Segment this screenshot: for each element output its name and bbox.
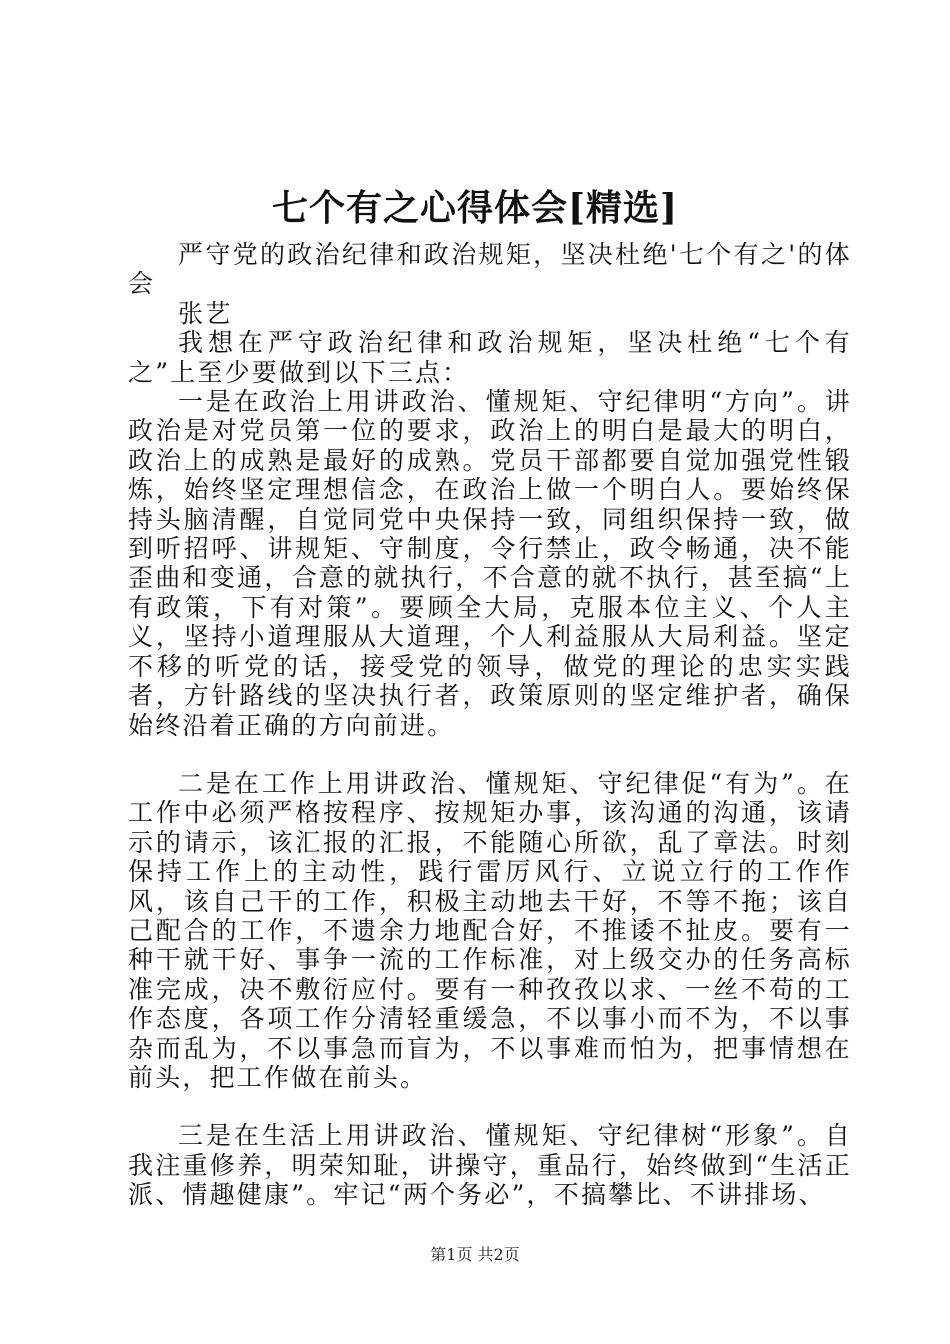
subtitle-paragraph: 严守党的政治纪律和政治规矩，坚决杜绝'七个有之'的体会 xyxy=(128,240,852,299)
author-name: 张艺 xyxy=(178,298,233,328)
intro-paragraph: 我想在严守政治纪律和政治规矩，坚决杜绝“七个有之”上至少要做到以下三点： xyxy=(128,328,852,387)
document-body xyxy=(128,240,852,1210)
page-footer: 第1页 共2页 xyxy=(430,1245,520,1264)
document-title: 七个有之心得体会[精选] xyxy=(271,187,679,229)
point-one-paragraph: 一是在政治上用讲政治、懂规矩、守纪律明“方向”。讲政治是对党员第一位的要求，政治上的明白是最大的明白，政治上的成熟是最好的成熟。党员干部都要自觉加强党性锻炼，始终坚定理想信念，在政治上做一个明白人。要始终保持头脑清醒，自觉同党中央保持一致，同组织保持一致，做到听招呼、讲规矩、守制度，令行禁止，政令畅通，决不能歪曲和变通，合意的就执行，不合意的就不执行，甚至搞“上有政策，下有对策”。要顾全大局，克服本位主义、个人主义，坚持小道理服从大道理，个人利益服从大局利益。坚定不移的听党的话，接受党的领导，做党的理论的忠实实践者，方针路线的坚决执行者，政策原则的坚定维护者，确保始终沿着正确的方向前进。 xyxy=(128,387,852,740)
point-two-paragraph: 二是在工作上用讲政治、懂规矩、守纪律促“有为”。在工作中必须严格按程序、按规矩办事，该沟通的沟通，该请示的请示，该汇报的汇报，不能随心所欲，乱了章法。时刻保持工作上的主动性，践行雷厉风行、立说立行的工作作风，该自己干的工作，积极主动地去干好，不等不拖；该自己配合的工作，不遗余力地配合好，不推诿不扯皮。要有一种干就干好、事争一流的工作标准，对上级交办的任务高标准完成，决不敷衍应付。要有一种孜孜以求、一丝不苟的工作态度，各项工作分清轻重缓急，不以事小而不为，不以事杂而乱为，不以事急而盲为，不以事难而怕为，把事情想在前头，把工作做在前头。 xyxy=(128,768,852,1092)
point-three-paragraph: 三是在生活上用讲政治、懂规矩、守纪律树“形象”。自我注重修养，明荣知耻，讲操守，重品行，始终做到“生活正派、情趣健康”。牢记“两个务必”，不搞攀比、不讲排场、 xyxy=(128,1121,852,1210)
